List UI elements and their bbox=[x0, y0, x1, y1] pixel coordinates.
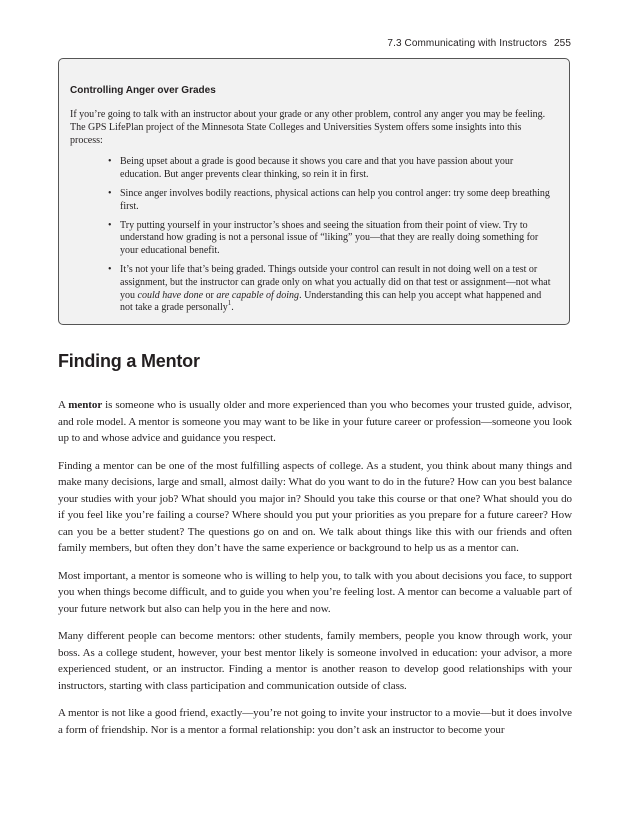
page-number: 255 bbox=[554, 38, 571, 49]
bullet-text: It’s not your life that’s being graded. Things outside your control can result in not doing well on a test or assignment, but the instructor can grade only on what you actually did on that test or assignment—not what you bbox=[120, 263, 551, 301]
callout-bullet: • Being upset about a grade is good because it shows you care and that you have passion about your education. But anger prevents clear thinking, so rein it in first. bbox=[120, 156, 554, 182]
callout-title: Controlling Anger over Grades bbox=[70, 85, 216, 96]
section-heading: Finding a Mentor bbox=[58, 351, 200, 371]
callout-bullet: • Try putting yourself in your instructor’s shoes and seeing the situation from their point of view. Try to understand how grading is not a personal issue of “liking” you—that they are really doing something for your educational benefit. bbox=[120, 220, 554, 258]
running-head bbox=[387, 38, 571, 49]
bullet-text: . Understanding this can help you accept what happened and not take a grade personally bbox=[120, 289, 542, 314]
bullet-text: or bbox=[203, 289, 217, 301]
callout-bullet-list bbox=[70, 156, 554, 315]
paragraph: Finding a mentor can be one of the most fulfilling aspects of college. As a student, you think about many things and make many decisions, large and small, almost daily: What do you want to do in the future? How can you best balance your studies with your job? What should you major in? Should you take this course or that one? What should you do if you feel like you’re failing a course? Where should you put your priorities as you prepare for a future career? How can you be a better student? The questions go on and on. We talk about things like this with our friends and often family members, but often they don’t have the same experience or background to help us as a mentor can. bbox=[58, 459, 572, 554]
emphasis-text: could have done bbox=[137, 289, 204, 301]
paragraph bbox=[58, 397, 572, 447]
paragraph-text: A bbox=[58, 399, 69, 411]
bullet-text: . bbox=[231, 302, 234, 314]
emphasis-text: are capable of doing bbox=[216, 289, 300, 301]
paragraph: Many different people can become mentors: other students, family members, people you know through work, your boss. As a college student, however, your best mentor likely is someone involved in education: your advisor, a more experienced student, or an instructor. Finding a mentor is another reason to develop good relationships with your instructors, starting with class participation and communication outside of class. bbox=[58, 630, 572, 692]
callout-intro: If you’re going to talk with an instructor about your grade or any other problem, control any anger you may be feeling. The GPS LifePlan project of the Minnesota State Colleges and Universities System offers some insights into this process: bbox=[70, 109, 546, 146]
paragraph: A mentor is not like a good friend, exactly—you’re not going to invite your instructor to a movie—but it does involve a form of friendship. Nor is a mentor a formal relationship: you don’t ask an instructor to become your bbox=[58, 707, 572, 736]
running-head-section: 7.3 Communicating with Instructors bbox=[387, 38, 547, 49]
footnote-marker[interactable]: 1 bbox=[227, 299, 232, 308]
paragraph: Most important, a mentor is someone who is willing to help you, to talk with you about decisions you face, to support you when things become difficult, and to guide you when you’re feeling lost. A mentor can become a valuable part of your future network but also can help you in the here and now. bbox=[58, 569, 572, 615]
paragraph-text: is someone who is usually older and more experienced than you who becomes your trusted guide, advisor, and role model. A mentor is someone you may want to be like in your future career or profession—someone you look up to and whose advice and guidance you respect. bbox=[58, 399, 572, 444]
callout-box bbox=[58, 58, 570, 325]
callout-bullet: • Since anger involves bodily reactions, physical actions can help you control anger: try some deep breathing first. bbox=[120, 188, 554, 214]
section-body bbox=[58, 397, 572, 738]
callout-bullet bbox=[120, 264, 554, 315]
key-term: mentor bbox=[68, 399, 103, 411]
